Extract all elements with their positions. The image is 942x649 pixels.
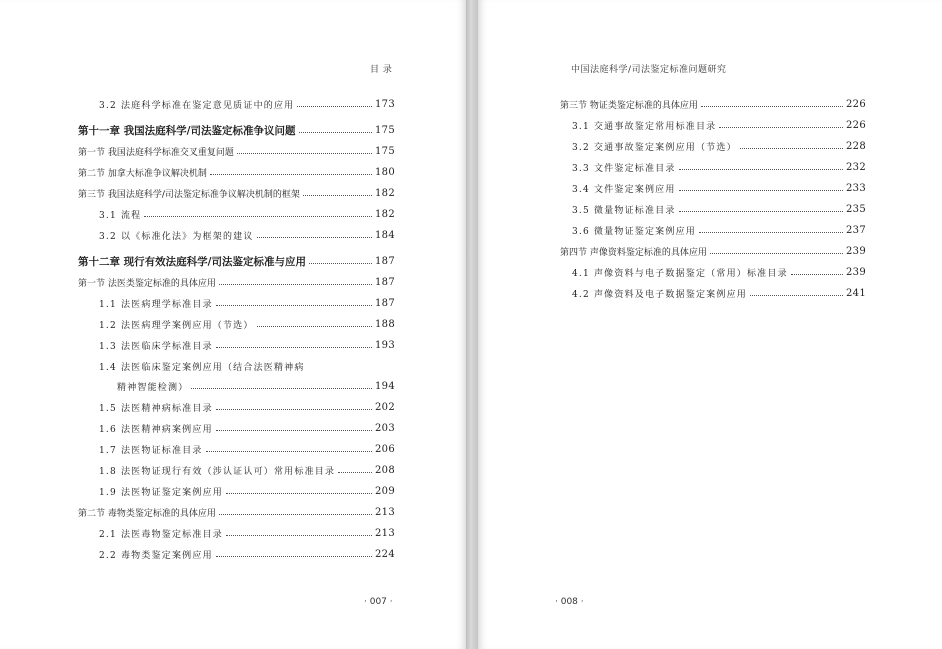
toc-section: 第三节 物证类鉴定标准的具体应用 226: [560, 98, 866, 111]
toc-section: 第一节 我国法庭科学标准交叉重复问题 175: [78, 145, 395, 158]
toc-entry: 1.8 法医物证现行有效（涉认证认可）常用标准目录 208: [99, 464, 395, 477]
toc-entry: 1.7 法医物证标准目录 206: [99, 443, 395, 456]
toc-entry: 3.1 流程 182: [99, 208, 395, 221]
running-head-left: 目 录: [370, 65, 393, 75]
toc-entry: 1.2 法医病理学案例应用（节选） 188: [99, 318, 395, 331]
toc-section: 第二节 加拿大标准争议解决机制 180: [78, 166, 395, 179]
toc-entry: 4.2 声像资料及电子数据鉴定案例应用 241: [572, 287, 866, 300]
toc-entry: 3.6 微量物证鉴定案例应用 237: [572, 224, 866, 237]
page-number-right: · 008 ·: [555, 597, 584, 607]
toc-entry: 3.2 交通事故鉴定案例应用（节选） 228: [572, 140, 866, 153]
page-number-left: · 007 ·: [364, 597, 393, 607]
toc-entry: 3.5 微量物证标准目录 235: [572, 203, 866, 216]
toc-section: 第二节 毒物类鉴定标准的具体应用 213: [78, 506, 395, 519]
toc-entry: 1.6 法医精神病案例应用 203: [99, 422, 395, 435]
toc-chapter: 第十二章 现行有效法庭科学/司法鉴定标准与应用 187: [78, 255, 395, 268]
toc-entry: 2.2 毒物类鉴定案例应用 224: [99, 548, 395, 561]
toc-section: 第三节 我国法庭科学/司法鉴定标准争议解决机制的框架 182: [78, 187, 395, 200]
toc-entry: 1.3 法医临床学标准目录 193: [99, 339, 395, 352]
left-page: [0, 0, 466, 649]
toc-entry: 4.1 声像资料与电子数据鉴定（常用）标准目录 239: [572, 266, 866, 279]
toc-entry: 1.1 法医病理学标准目录 187: [99, 297, 395, 310]
toc-entry: 3.1 交通事故鉴定常用标准目录 226: [572, 119, 866, 132]
toc-entry-continuation: 精神智能检测） 194: [117, 380, 395, 393]
toc-section: 第四节 声像资料鉴定标准的具体应用 239: [560, 245, 866, 258]
toc-entry: 3.4 文件鉴定案例应用 233: [572, 182, 866, 195]
toc-entry: 3.2 法庭科学标准在鉴定意见质证中的应用 173: [99, 98, 395, 111]
toc-entry-line1: 1.4 法医临床鉴定案例应用（结合法医精神病: [99, 362, 305, 373]
toc-entry: 3.2 以《标准化法》为框架的建议 184: [99, 229, 395, 242]
toc-chapter: 第十一章 我国法庭科学/司法鉴定标准争议问题 175: [78, 124, 395, 137]
right-page: [478, 0, 942, 649]
toc-entry: 3.3 文件鉴定标准目录 232: [572, 161, 866, 174]
toc-entry: 1.9 法医物证鉴定案例应用 209: [99, 485, 395, 498]
book-gutter: [466, 0, 478, 649]
toc-entry: 1.5 法医精神病标准目录 202: [99, 401, 395, 414]
running-head-right: 中国法庭科学/司法鉴定标准问题研究: [571, 65, 727, 75]
toc-entry: 2.1 法医毒物鉴定标准目录 213: [99, 527, 395, 540]
toc-section: 第一节 法医类鉴定标准的具体应用 187: [78, 276, 395, 289]
